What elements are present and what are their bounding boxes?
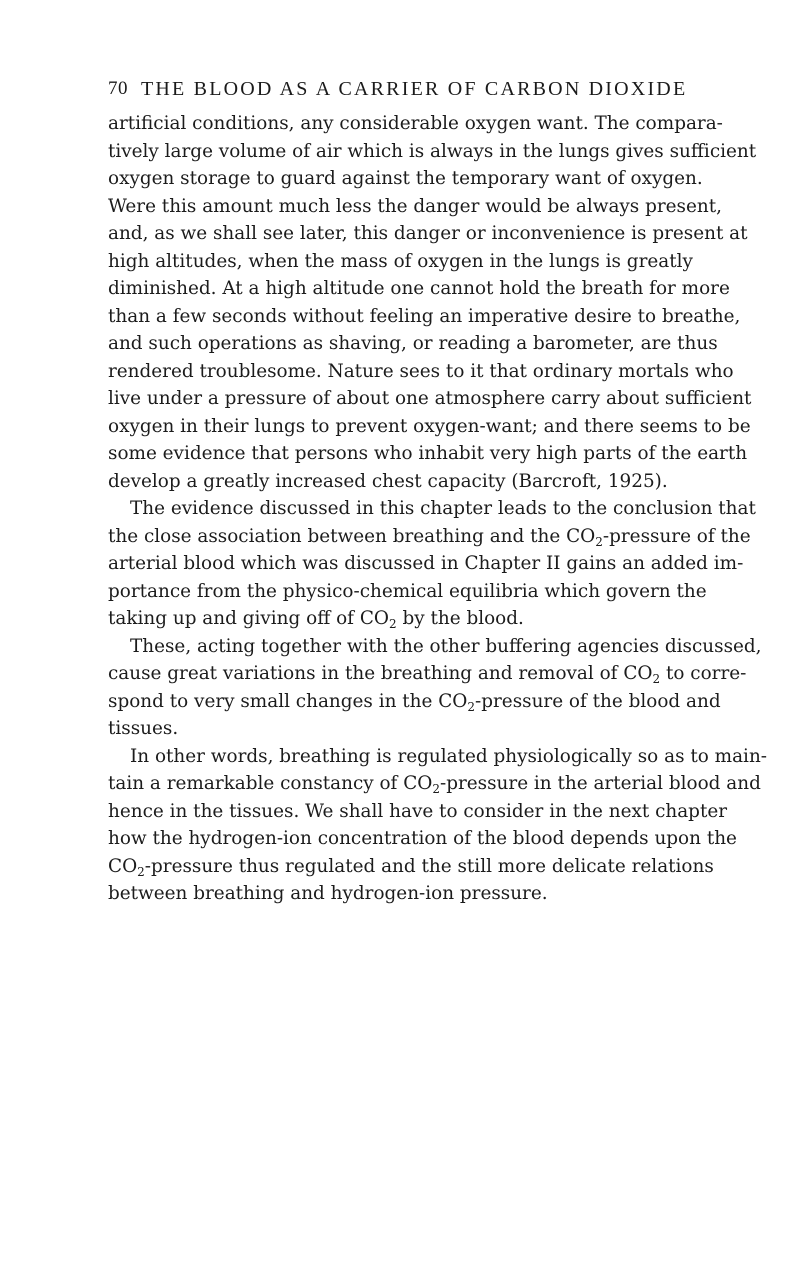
text-line: live under a pressure of about one atmosphere carry about sufficient <box>108 388 752 409</box>
text-line: and such operations as shaving, or reading a barometer, are thus <box>108 333 718 354</box>
text-line: between breathing and hydrogen-ion pressure. <box>108 883 548 904</box>
text-line: the close association between breathing and the $CO_2$-pressure of the <box>108 525 751 549</box>
text-line: artificial conditions, any considerable oxygen want. The compara- <box>108 113 723 134</box>
page-number: 70 <box>108 78 128 99</box>
text-line: arterial blood which was discussed in Chapter II gains an added im- <box>108 553 744 574</box>
text-line: oxygen storage to guard against the temporary want of oxygen. <box>108 168 703 189</box>
text-line: tissues. <box>108 718 179 739</box>
text-line: and, as we shall see later, this danger or inconvenience is present at <box>108 223 748 244</box>
text-line: taking up and giving off of $CO_2$ by the blood. <box>108 608 524 631</box>
text-line: tain a remarkable constancy of $CO_2$-pressure in the arterial blood and <box>108 773 761 796</box>
text-line: These, acting together with the other buffering agencies discussed, <box>130 635 762 657</box>
paragraph <box>108 110 757 495</box>
text-line: rendered troublesome. Nature sees to it that ordinary mortals who <box>108 360 734 382</box>
text-line: than a few seconds without feeling an imperative desire to breathe, <box>108 305 741 327</box>
text-line: In other words, breathing is regulated physiologically so as to main- <box>130 745 768 767</box>
text-line: cause great variations in the breathing and removal of $CO_2$ to corre- <box>108 663 747 686</box>
text-line: how the hydrogen-ion concentration of the blood depends upon the <box>108 828 737 849</box>
page-header <box>108 78 692 106</box>
text-line: portance from the physico-chemical equilibria which govern the <box>108 580 707 602</box>
text-line: $CO_2$-pressure thus regulated and the still more delicate relations <box>108 855 714 879</box>
text-line: high altitudes, when the mass of oxygen in the lungs is greatly <box>108 250 693 272</box>
body-text <box>108 110 768 908</box>
text-line: The evidence discussed in this chapter leads to the conclusion that <box>130 498 756 519</box>
text-line: some evidence that persons who inhabit very high parts of the earth <box>108 443 748 464</box>
text-line: oxygen in their lungs to prevent oxygen-want; and there seems to be <box>108 415 751 437</box>
text-line: Were this amount much less the danger would be always present, <box>108 195 722 217</box>
paragraph <box>108 633 762 743</box>
text-line: diminished. At a high altitude one cannot hold the breath for more <box>108 278 730 299</box>
paragraph <box>108 743 768 908</box>
text-line: tively large volume of air which is always in the lungs gives sufficient <box>108 140 757 162</box>
text-line: develop a greatly increased chest capacity (Barcroft, 1925). <box>108 470 668 492</box>
text-line: spond to very small changes in the $CO_2$-pressure of the blood and <box>108 690 721 714</box>
text-line: hence in the tissues. We shall have to consider in the next chapter <box>108 800 728 822</box>
running-title: THE BLOOD AS A CARRIER OF CARBON DIOXIDE <box>141 78 688 100</box>
paragraph <box>108 495 756 633</box>
